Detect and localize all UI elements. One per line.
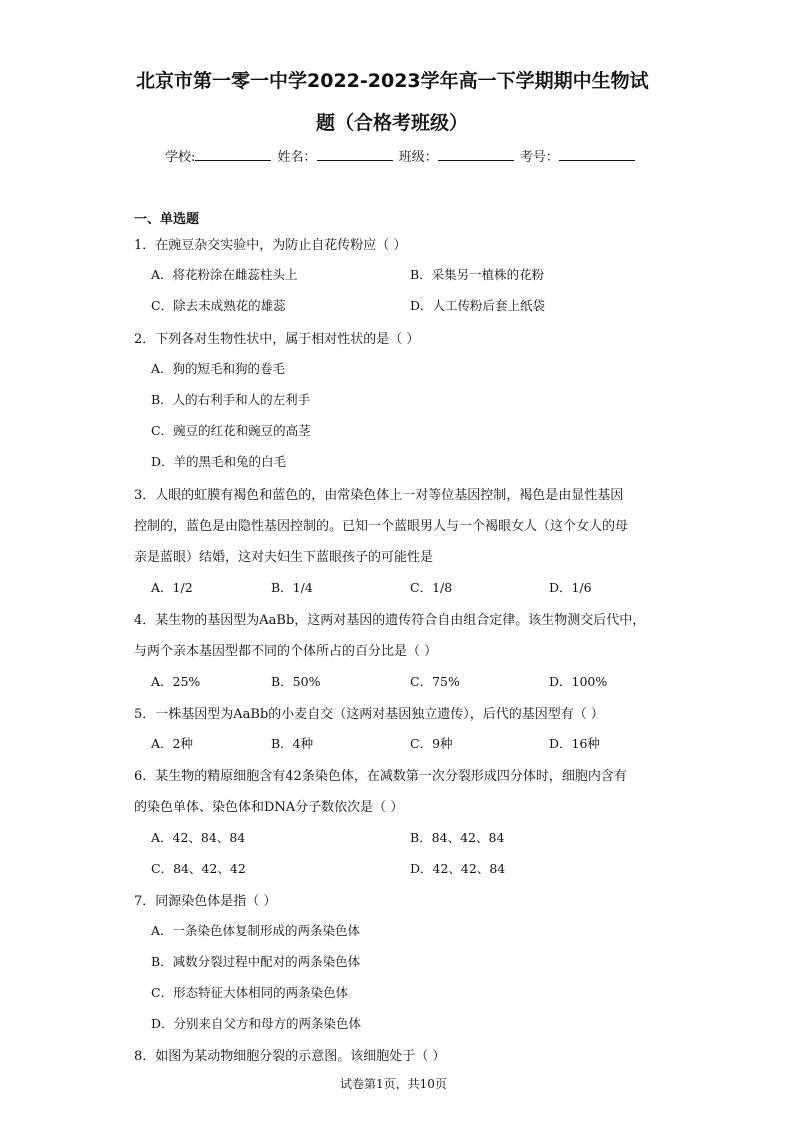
question-stem: 6．某生物的精原细胞含有42条染色体，在减数第一次分裂形成四分体时，细胞内含有	[134, 769, 627, 784]
title-line-1: 北京市第一零一中学2022-2023学年高一下学期期中生物试	[136, 70, 649, 92]
question-stem-line: 的染色单体、染色体和DNA分子数依次是（ ）	[134, 800, 404, 815]
option-a: A．将花粉涂在雌蕊柱头上	[151, 267, 298, 282]
option-b: B．84、42、84	[410, 830, 505, 845]
option-d: D．1/6	[549, 580, 592, 595]
option-b: B．人的右利手和人的左利手	[151, 392, 311, 407]
option-d: D．羊的黑毛和兔的白毛	[151, 454, 287, 469]
class-label: 班级：	[398, 150, 438, 165]
option-c: C．除去未成熟花的雄蕊	[151, 298, 286, 313]
option-b: B．50%	[271, 674, 321, 689]
option-c: C．75%	[410, 674, 460, 689]
name-label: 姓名：	[277, 150, 317, 165]
name-field[interactable]	[317, 148, 393, 161]
school-label: 学校:	[165, 150, 196, 165]
question-stem-line: 控制的，蓝色是由隐性基因控制的。已知一个蓝眼男人与一个褐眼女人（这个女人的母	[134, 519, 629, 534]
option-c: C．9种	[410, 736, 453, 751]
option-d: D．分别来自父方和母方的两条染色体	[151, 1016, 362, 1031]
option-a: A．1/2	[151, 580, 193, 595]
option-a: A．25%	[151, 674, 201, 689]
option-a: A．一条染色体复制形成的两条染色体	[151, 923, 361, 938]
section-title: 一、单选题	[134, 212, 200, 227]
option-c: C．形态特征大体相同的两条染色体	[151, 985, 349, 1000]
exam-number-field[interactable]	[559, 148, 635, 161]
question-stem: 3．人眼的虹膜有褐色和蓝色的，由常染色体上一对等位基因控制，褐色是由显性基因	[134, 488, 624, 503]
page-footer: 试卷第1页，共10页	[340, 1077, 447, 1091]
option-c: C．84、42、42	[151, 861, 246, 876]
question-stem: 7．同源染色体是指（ ）	[134, 894, 277, 909]
option-c: C．1/8	[410, 580, 453, 595]
exam-number-label: 考号：	[519, 150, 559, 165]
question-stem: 1．在豌豆杂交实验中，为防止自花传粉应（ ）	[134, 238, 407, 253]
option-d: D．42、42、84	[410, 861, 506, 876]
option-a: A．42、84、84	[151, 830, 246, 845]
option-b: B．4种	[271, 736, 314, 751]
option-d: D．100%	[549, 674, 608, 689]
option-b: B．1/4	[271, 580, 313, 595]
school-field[interactable]	[195, 148, 271, 161]
question-stem-line: 亲是蓝眼）结婚，这对夫妇生下蓝眼孩子的可能性是	[134, 550, 434, 565]
option-d: D．16种	[549, 736, 600, 751]
option-a: A．狗的短毛和狗的卷毛	[151, 361, 286, 376]
option-b: B．采集另一植株的花粉	[410, 267, 545, 282]
option-b: B．减数分裂过程中配对的两条染色体	[151, 954, 361, 969]
question-stem: 2．下列各对生物性状中，属于相对性状的是（ ）	[134, 332, 420, 347]
option-d: D．人工传粉后套上纸袋	[410, 298, 546, 313]
title-line-2: 题（合格考班级）	[316, 112, 469, 134]
question-stem-line: 与两个亲本基因型都不同的个体所占的百分比是（ ）	[134, 644, 438, 659]
option-c: C．豌豆的红花和豌豆的高茎	[151, 423, 311, 438]
question-stem: 4．某生物的基因型为AaBb，这两对基因的遗传符合自由组合定律。该生物测交后代中，	[134, 613, 646, 628]
option-a: A．2种	[151, 736, 193, 751]
student-info-row	[165, 146, 637, 165]
question-stem: 5．一株基因型为AaBb的小麦自交（这两对基因独立遗传），后代的基因型有（ ）	[134, 707, 604, 722]
class-field[interactable]	[438, 148, 514, 161]
question-stem: 8．如图为某动物细胞分裂的示意图。该细胞处于（ ）	[134, 1049, 446, 1064]
